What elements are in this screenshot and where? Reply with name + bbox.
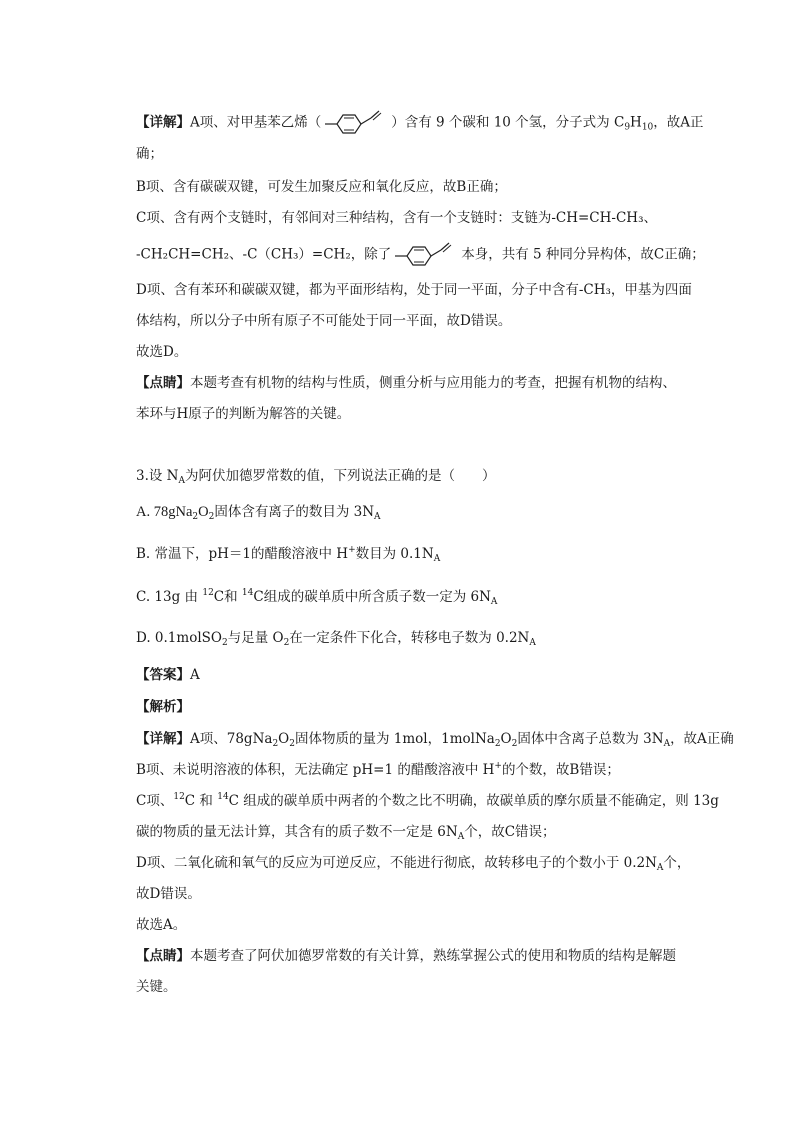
detail-line-7: 故选A。 — [136, 917, 187, 933]
option-a: A. $78gNa_2O_2$固体含有离子的数目为 $3N_A$ — [136, 504, 381, 522]
detail-line-2: B项、未说明溶液的体积，无法确定 pH=1 的醋酸溶液中 H+的个数，故B错误； — [136, 761, 620, 778]
detail-line-5: D项、二氧化硫和氧气的反应为可逆反应，不能进行彻底，故转移电子的个数小于 $0.2N_A$个， — [136, 855, 691, 873]
detail-line-6: 故D错误。 — [136, 886, 201, 902]
explanation-line-10: 苯环与H原子的判断为解答的关键。 — [136, 406, 351, 422]
detail-line-4: 碳的物质的量无法计算，其含有的质子数不一定是 $6N_A$个，故C错误； — [136, 824, 556, 842]
remark-tag: 【点睛】 — [136, 375, 190, 391]
explanation-line-4: C项、含有两个支链时，有邻间对三种结构，含有一个支链时：支链为-CH=CH-CH₃、 — [136, 210, 657, 226]
detail-tag: 【详解】 — [136, 114, 190, 131]
question-3-stem: 3.设 $N_A$为阿伏加德罗常数的值，下列说法正确的是（ ） — [136, 468, 496, 486]
option-c: C. 13g 由 $^{12}$C和 $^{14}$C组成的碳单质中所含质子数一定为 $6N_A$ — [136, 588, 498, 607]
answer-line — [136, 665, 200, 685]
detail-line-3: C项、$^{12}$C 和 $^{14}$C 组成的碳单质中两者的个数之比不明确，故碳单质的摩尔质量不能确定，则 13g — [136, 792, 719, 809]
explanation-line-7: 体结构，所以分子中所有原子不可能处于同一平面，故D错误。 — [136, 313, 512, 329]
explanation-line-9: 【点睛】本题考查有机物的结构与性质，侧重分析与应用能力的考查，把握有机物的结构、 — [136, 375, 676, 391]
explanation-line-6: D项、含有苯环和碳碳双键，都为平面形结构，处于同一平面，分子中含有-CH₃，甲基为四面 — [136, 282, 692, 298]
explanation-line-3: B项、含有碳碳双键，可发生加聚反应和氧化反应，故B正确； — [136, 179, 507, 195]
answer-tag: 【答案】 — [136, 667, 190, 683]
option-b: B. 常温下，pH＝1的醋酸溶液中 H+数目为 $0.1N_A$ — [136, 545, 441, 564]
detail-line-8: 【点睛】本题考查了阿伏加德罗常数的有关计算，熟练掌握公式的使用和物质的结构是解题 — [136, 948, 676, 964]
detail-line-9: 关键。 — [136, 979, 177, 995]
p-methylstyrene-structure — [323, 110, 389, 136]
answer-value: A — [190, 667, 200, 683]
explanation-line-8: 故选D。 — [136, 344, 188, 360]
option-d: D. 0.1molSO$_2$与足量 $O_2$在一定条件下化合，转移电子数为 $0.2N_A$ — [136, 630, 536, 648]
explanation-line-2: 确； — [136, 146, 163, 162]
explanation-line-5: -CH₂CH=CH₂、-C（CH₃）=CH₂，除了 本身，共有 5 种同分异构体，故C正确； — [136, 242, 705, 268]
detail-line-1: 【详解】A项、$78gNa_2O_2$固体物质的量为 1mol，$1molNa_2O_2$固体中含离子总数为 $3N_A$，故A正确 — [136, 731, 734, 749]
explanation-line-1: 【详解】A项、对甲基苯乙烯（ ）含有 9 个碳和 10 个氢，分子式为 $C_9H_{10}$，故A正 — [136, 110, 704, 136]
p-methylstyrene-structure-2 — [393, 242, 459, 268]
analysis-heading: 【解析】 — [136, 699, 190, 715]
